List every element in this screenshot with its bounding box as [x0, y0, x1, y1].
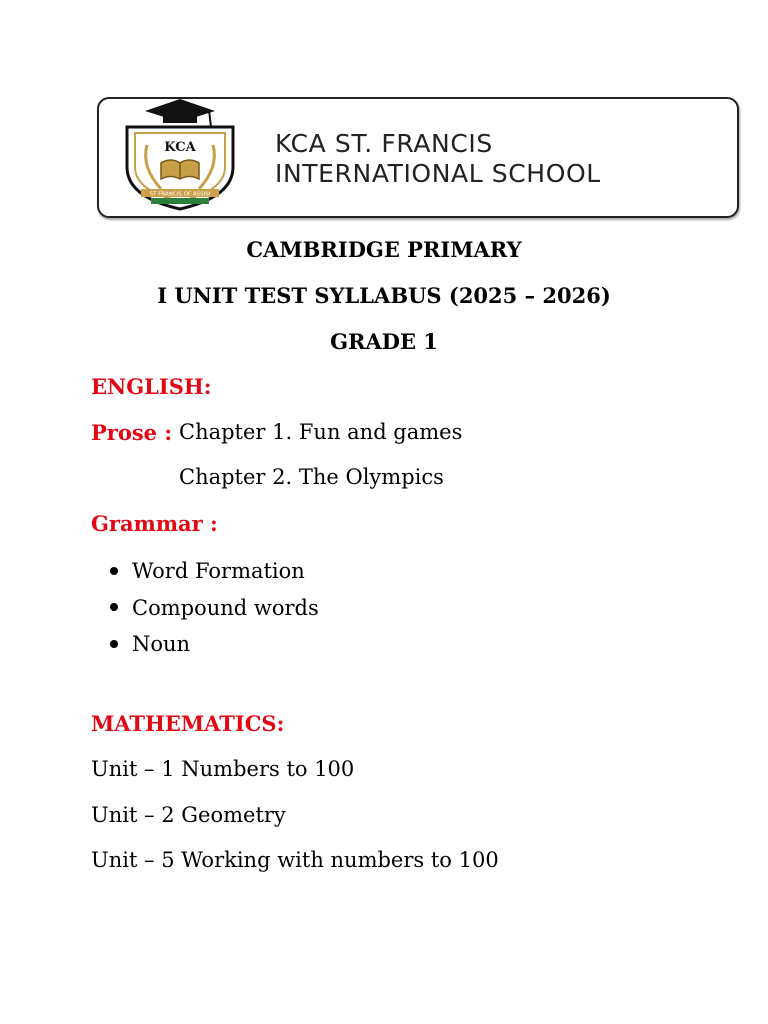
math-unit: Unit – 2 Geometry: [91, 803, 286, 827]
school-name: [275, 129, 725, 189]
program-title: CAMBRIDGE PRIMARY: [246, 237, 522, 262]
mathematics-heading: MATHEMATICS:: [91, 711, 285, 736]
grammar-label: Grammar :: [91, 511, 218, 536]
bullet-icon: [110, 603, 118, 611]
bullet-icon: [110, 567, 118, 575]
math-unit: Unit – 5 Working with numbers to 100: [91, 848, 499, 872]
math-unit: Unit – 1 Numbers to 100: [91, 757, 355, 781]
logo-text: KCA: [164, 140, 196, 155]
prose-label: Prose :: [91, 420, 173, 445]
grammar-list: [110, 555, 319, 665]
grammar-item: Word Formation: [132, 559, 305, 583]
list-item: [110, 555, 319, 592]
logo-ring-text: ST FRANCIS OF ASSISI: [149, 191, 211, 198]
prose-item: Chapter 1. Fun and games: [179, 420, 463, 444]
school-name-line2: INTERNATIONAL SCHOOL: [275, 159, 601, 188]
school-name-line1: KCA ST. FRANCIS: [275, 129, 493, 158]
english-heading: ENGLISH:: [91, 374, 212, 399]
school-header-box: [97, 97, 739, 218]
grammar-item: Compound words: [132, 595, 319, 620]
school-crest-icon: [105, 97, 255, 215]
grammar-item: Noun: [132, 632, 191, 656]
list-item: [110, 628, 319, 665]
syllabus-title: I UNIT TEST SYLLABUS (2025 – 2026): [157, 283, 611, 308]
grade-title: GRADE 1: [330, 329, 438, 354]
school-logo: [105, 97, 255, 215]
bullet-icon: [110, 640, 118, 648]
prose-item: Chapter 2. The Olympics: [179, 465, 444, 489]
list-item: [110, 592, 319, 629]
